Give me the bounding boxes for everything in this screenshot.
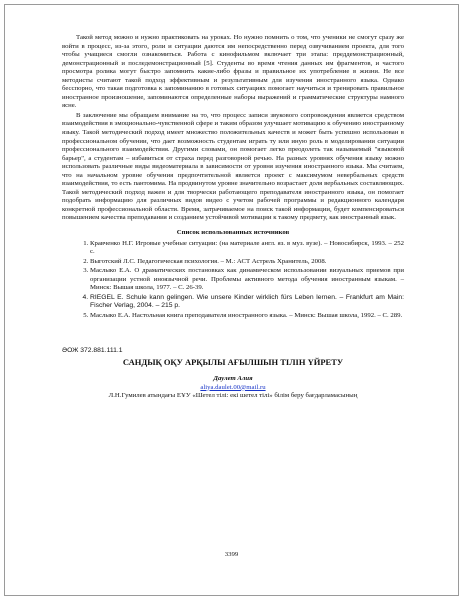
article-title: САНДЫҚ ОҚУ АРҚЫЛЫ АҒЫЛШЫН ТІЛІН ҮЙРЕТУ [122,357,344,368]
reference-item-2: 2. Выготский Л.С. Педагогическая психология. – М.: АСТ Астрель Хранитель, 2008. [90,258,404,267]
references-list [62,240,404,321]
reference-item-1: 1. Кравченко Н.Г. Игровые учебные ситуации: (на материале англ. яз. в муз. вузе). – Новосибирск, 1993. – 252 с. [90,240,404,257]
document-page [62,34,404,401]
author-name: Даулет Алия [213,375,253,383]
references-title: Список использованных источников [176,229,290,237]
reference-item-5: 5. Маслыко Е.А. Настольная книга преподавателя иностранного языка. – Минск: Вышая школа, 1992. – С. 289. [90,312,404,321]
body-paragraph-1: Такой метод можно и нужно практиковать на уроках. Но нужно помнить о том, что ученики не смогут сразу же войти в процесс, из-за этого, роли и ситуации даются им непосредственно перед озвучиванием проекта, для того чтобы учащиеся смогли ознакомиться. Работа с кинофильмом включает три этапа: преддемонстрационный, демонстрационный и последемонстрационный [5]. Студенты во время чтения данных им фрагментов, и частого просмотра ролика могут быстро запомнить какие-либо фразы и правильное их употребление в жизни. Не все методисты считают такой подход эффективным и результативным для изучения иностранного языка. Однако бесспорно, что такая подготовка к запоминанию в готовых ситуациях помогает научиться и тренировать правильное иностранное произношение, запоминаются определенные наборы выражений и грамматические структуры намного ясне. [62,34,404,110]
udc-code: ӘОЖ 372.881.111.1 [62,346,123,354]
reference-item-3: 3. Маслыко Е.А. О драматических постановках как динамическом использовании визуальных приемов при организации устной иноязычной речи. Проблемы активного метода обучения иностранным языкам. – Минск: Вышая школа, 1977. – С. 26-39. [90,267,404,293]
author-affiliation: Л.Н.Гумилев атындағы ЕҰУ «Шетел тілі: екі шетел тілі» білім беру бағдарламасының [108,392,358,400]
reference-item-4: 4. RIEGEL E. Schule kann gelingen. Wie unsere Kinder wirklich fürs Leben lernen. – Frankfurt am Main: Fischer Verlag, 2004. – 215 р. [90,294,404,311]
page-number: 3399 [224,551,239,558]
author-email-link[interactable]: aliya.daulet.00@mail.ru [200,383,266,391]
body-paragraph-2: В заключение мы обращаем внимание на то, что процесс записи звукового сопровождения является средством взаимодействия в эмоционально-чувственной сфере и таким образом улучшает мотивацию к обучению иностранному языку. Такой методический подход имеет множество положительных качеств и может быть успешно использован в профессиональном обучении, что дает возможность студентам играть ту или иную роль в моделировании ситуации профессионального взаимодействия. Другими словами, он помогает легко преодолеть так называемый "языковой барьер", а студентам – избавиться от страха перед разговорной речью. На разных уровнях обучения языку можно использовать различные виды видеоматериала в зависимости от уровня изучения иностранного языка. Мы считаем, что на начальном уровне обучения предпочтительной является проект с максимумом невербальных средств взаимодействия, то есть пантомима. На продвинутом уровне значительно возрастает доля вербальных составляющих. Такой методический подход важен и для творчески работающего преподавателя иностранного языка, он помогает подобрать информацию для различных видов видео с учетом рабочей программы и редакционного календаря конкретной профессиональной области. Время, затрачиваемое на поиск такой информации, будет компенсироваться повышением качества преподавания и созданием устойчивой мотивации к такому предмету, как иностранный язык. [62,111,404,222]
